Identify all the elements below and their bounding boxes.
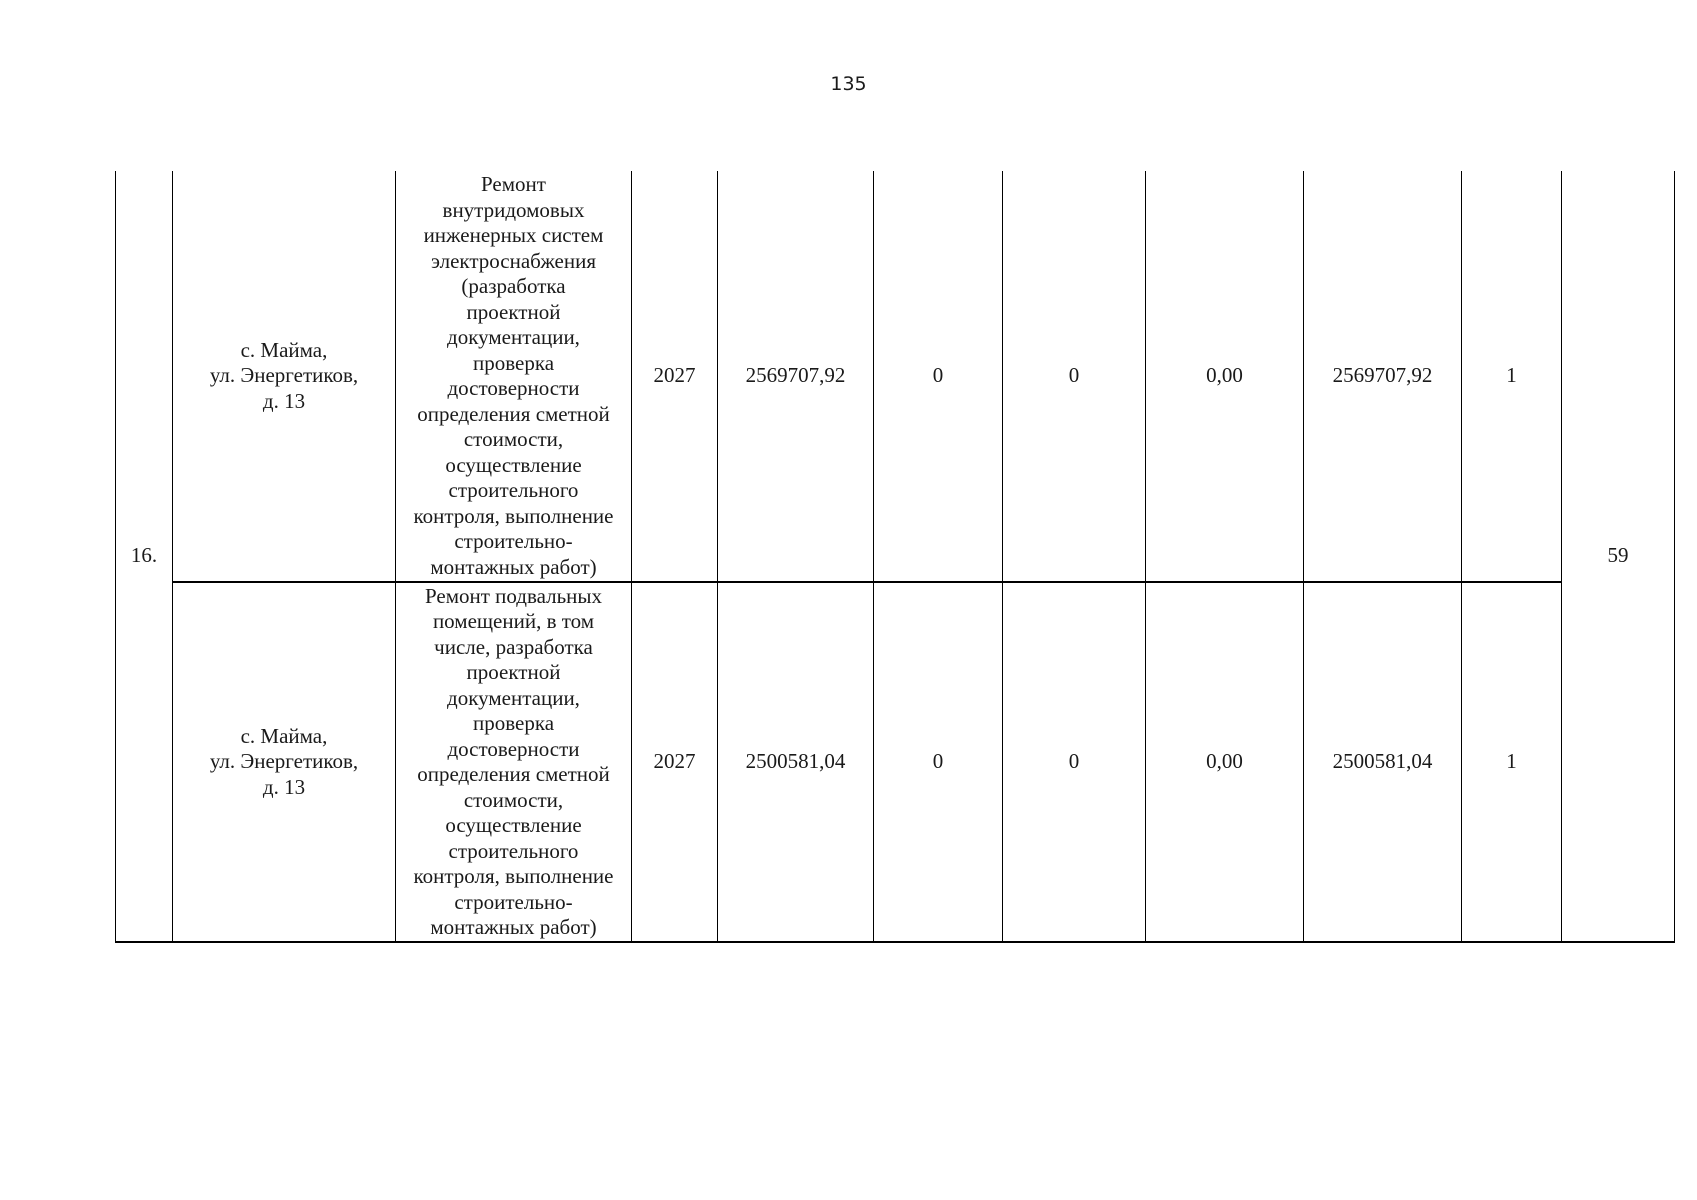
work-description-cell (396, 582, 632, 942)
value-text: 0,00 (1206, 749, 1243, 774)
address-text: с. Майма, ул. Энергетиков, д. 13 (209, 723, 359, 799)
value-text: 0 (932, 749, 944, 774)
row-index-cell (116, 171, 173, 942)
work-description-text: Ремонт подвальных помещений, в том числе, разработка проектной документации, проверка достоверности определения сметной стоимости, осуществление строительного контроля, выполнение строительно- монтажных работ) (413, 583, 614, 939)
total-cost-text: 2500581,04 (745, 749, 846, 774)
value-cell (1146, 582, 1304, 942)
value-cell (1003, 171, 1146, 582)
value-text: 0 (1068, 749, 1080, 774)
count-text: 1 (1506, 749, 1517, 774)
total-cost-cell (718, 171, 874, 582)
value-cell (1146, 171, 1304, 582)
address-cell (173, 171, 396, 582)
address-text: с. Майма, ул. Энергетиков, д. 13 (209, 337, 359, 413)
value-text: 0,00 (1206, 363, 1243, 388)
group-value-cell (1562, 171, 1675, 942)
work-description-cell (396, 171, 632, 582)
fund-cost-text: 2569707,92 (1332, 363, 1433, 388)
page-number: 135 (830, 73, 867, 95)
year-text: 2027 (653, 363, 696, 388)
table-row (116, 171, 1675, 582)
year-text: 2027 (653, 749, 696, 774)
count-text: 1 (1506, 363, 1517, 388)
total-cost-cell (718, 582, 874, 942)
count-cell (1462, 171, 1562, 582)
fund-cost-text: 2500581,04 (1332, 749, 1433, 774)
year-cell (632, 171, 718, 582)
value-cell (874, 171, 1003, 582)
value-cell (874, 582, 1003, 942)
year-cell (632, 582, 718, 942)
fund-cost-cell (1304, 171, 1462, 582)
count-cell (1462, 582, 1562, 942)
value-text: 0 (1068, 363, 1080, 388)
value-text: 0 (932, 363, 944, 388)
fund-cost-cell (1304, 582, 1462, 942)
table-row (116, 582, 1675, 942)
value-cell (1003, 582, 1146, 942)
group-value-text: 59 (1607, 543, 1629, 568)
total-cost-text: 2569707,92 (745, 363, 846, 388)
address-cell (173, 582, 396, 942)
capital-repair-table (115, 171, 1675, 943)
work-description-text: Ремонт внутридомовых инженерных систем электроснабжения (разработка проектной документации, проверка достоверности определения сметной стоимости, осуществление строительного контроля, выполнение строительно- монтажных работ) (413, 172, 614, 579)
row-index: 16. (130, 543, 158, 568)
